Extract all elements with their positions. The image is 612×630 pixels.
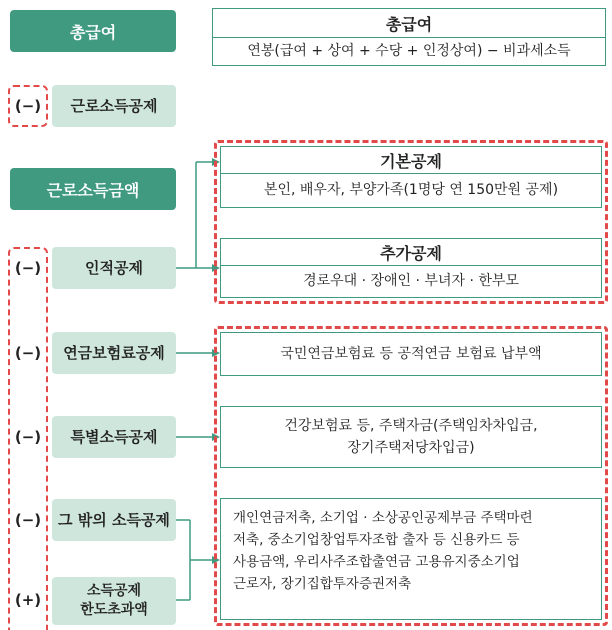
excess-limit-label: 소득공제 한도초과액 — [52, 577, 176, 625]
total-pay-label: 총급여 — [10, 10, 176, 52]
additional-deduction-desc: 경로우대 · 장애인 · 부녀자 · 한부모 — [303, 273, 519, 289]
minus-sign: (−) — [14, 344, 42, 362]
minus-sign: (−) — [14, 428, 42, 446]
special-deduction-label: 특별소득공제 — [52, 416, 176, 458]
basic-deduction-title: 기본공제 — [380, 151, 442, 171]
earned-income-deduction-label: 근로소득공제 — [52, 85, 176, 127]
total-pay-box — [212, 8, 606, 66]
total-pay-title: 총급여 — [385, 14, 433, 34]
personal-deduction-label: 인적공제 — [52, 247, 176, 289]
minus-sign: (−) — [14, 511, 42, 529]
other-desc-box — [220, 498, 602, 620]
basic-deduction-desc: 본인, 배우자, 부양가족(1명당 연 150만원 공제) — [263, 182, 559, 198]
pension-desc: 국민연금보험료 등 공적연금 보험료 납부액 — [280, 346, 542, 362]
other-desc: 개인연금저축, 소기업 · 소상공인공제부금 주택마련 저축, 중소기업창업투자조합 출자 등 신용카드 등 사용금액, 우리사주조합출연금 고용유지중소기업 근로자, 장기집합투자증권저축 — [233, 510, 533, 592]
special-desc-box — [220, 406, 602, 468]
earned-income-amount-label: 근로소득금액 — [10, 168, 176, 210]
additional-deduction-title: 추가공제 — [380, 243, 442, 263]
special-desc: 건강보험료 등, 주택자금(주택임차차입금, 장기주택저당차입금) — [284, 418, 538, 456]
pension-deduction-label: 연금보험료공제 — [52, 332, 176, 374]
minus-sign: (−) — [8, 85, 48, 127]
plus-sign: (+) — [14, 591, 42, 609]
basic-deduction-box — [220, 146, 602, 208]
minus-sign: (−) — [14, 259, 42, 277]
other-deduction-label: 그 밖의 소득공제 — [52, 499, 176, 541]
additional-deduction-box — [220, 238, 602, 298]
total-pay-desc: 연봉(급여 + 상여 + 수당 + 인정상여) − 비과세소득 — [247, 43, 571, 59]
pension-desc-box — [220, 332, 602, 376]
